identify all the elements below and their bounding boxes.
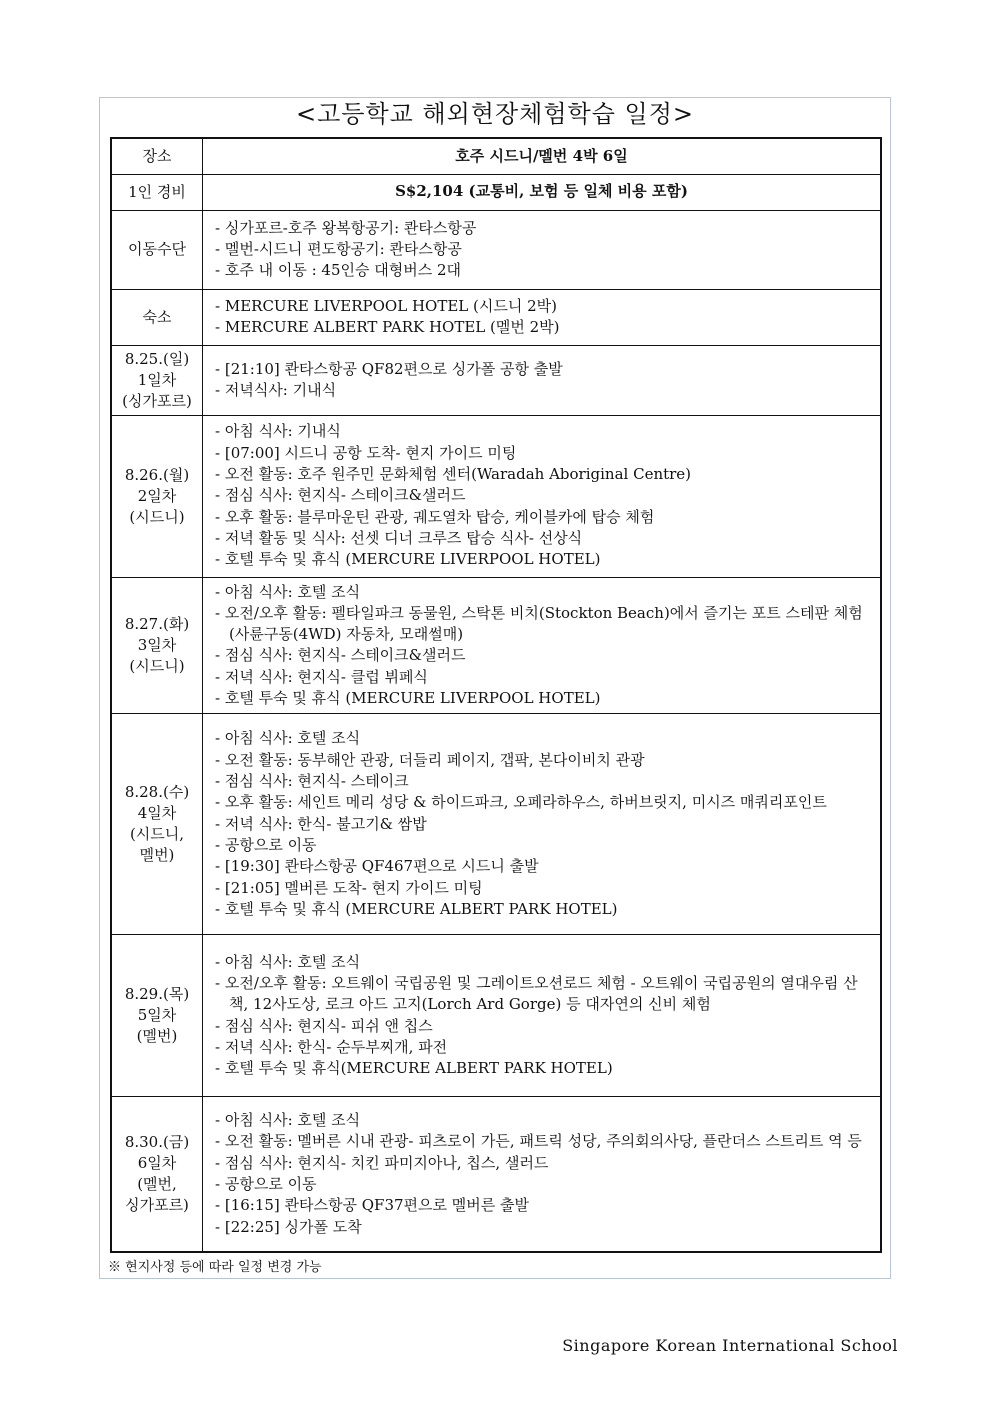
list-item: - 싱가포르-호주 왕복항공기: 콴타스항공 [215,218,876,239]
row-label-line: (시드니) [129,507,185,526]
schedule-row [111,714,881,935]
list-item: - 저녁 식사: 한식- 순두부찌개, 파전 [215,1037,876,1058]
row-label [111,415,203,577]
list-item: - 아침 식사: 호텔 조식 [215,728,876,749]
list-item: - 오후 활동: 블루마운틴 관광, 궤도열차 탑승, 케이블카에 탑승 체험 [215,507,876,528]
item-list [215,359,876,402]
row-label [111,210,203,289]
schedule-row [111,138,881,174]
row-label [111,714,203,935]
schedule-row [111,289,881,345]
list-item: - 아침 식사: 호텔 조식 [215,1110,876,1131]
row-content-list [203,415,882,577]
row-content-list [203,1097,882,1252]
list-item: - 오전 활동: 동부해안 관광, 더들리 페이지, 갭팍, 본다이비치 관광 [215,750,876,771]
list-item: - 호주 내 이동 : 45인승 대형버스 2대 [215,260,876,281]
list-item: - 오전 활동: 멜버른 시내 관광- 피츠로이 가든, 패트릭 성당, 주의회의사당, 플란더스 스트리트 역 등 [215,1131,876,1152]
schedule-row [111,174,881,210]
schedule-row [111,577,881,714]
row-label-line: 3일차 [137,635,177,654]
list-item: - 아침 식사: 기내식 [215,421,876,442]
list-item: - 호텔 투숙 및 휴식 (MERCURE LIVERPOOL HOTEL) [215,688,876,709]
school-name-footer: Singapore Korean International School [562,1336,898,1355]
list-item: - [19:30] 콴타스항공 QF467편으로 시드니 출발 [215,856,876,877]
row-label [111,1097,203,1252]
row-label-line: 8.30.(금) [124,1133,190,1152]
schedule-table [110,137,882,1253]
row-content-list [203,345,882,415]
row-label-line: 멜번) [139,846,175,865]
row-content: 호주 시드니/멜번 4박 6일 [203,138,882,174]
row-label-line: 6일차 [137,1154,177,1173]
list-item: - [22:25] 싱가폴 도착 [215,1217,876,1238]
list-item: - 점심 식사: 현지식- 피쉬 앤 칩스 [215,1016,876,1037]
row-content: S$2,104 (교통비, 보험 등 일체 비용 포함) [203,174,882,210]
list-item: - 점심 식사: 현지식- 스테이크&샐러드 [215,485,876,506]
row-content-list [203,210,882,289]
row-label [111,289,203,345]
row-content-list [203,577,882,714]
list-item: - 호텔 투숙 및 휴식 (MERCURE LIVERPOOL HOTEL) [215,549,876,570]
row-label-line: 8.27.(화) [124,614,190,633]
row-label-line: 1인 경비 [128,182,186,201]
row-label-line: 8.26.(월) [124,465,190,484]
list-item: - 점심 식사: 현지식- 치킨 파미지아나, 칩스, 샐러드 [215,1153,876,1174]
list-item: - 멜번-시드니 편도항공기: 콴타스항공 [215,239,876,260]
page-title: <고등학교 해외현장체험학습 일정> [295,100,695,128]
list-item: - 오후 활동: 세인트 메리 성당 & 하이드파크, 오페라하우스, 하버브릿지, 미시즈 매쿼리포인트 [215,792,876,813]
list-item: - 공항으로 이동 [215,1174,876,1195]
row-content-list [203,935,882,1097]
row-label [111,138,203,174]
list-item: - [21:10] 콴타스항공 QF82편으로 싱가폴 공항 출발 [215,359,876,380]
row-label-line: 이동수단 [128,240,186,258]
list-item: - 오전/오후 활동: 오트웨이 국립공원 및 그레이트오션로드 체험 - 오트웨이 국립공원의 열대우림 산책, 12사도상, 로크 아드 고지(Lorch Ard Gorge) 등 대자연의 신비 체험 [215,973,876,1016]
row-label-line: 싱가포르) [125,1196,189,1215]
row-label-line: (싱가포르) [122,391,192,410]
list-item: - 저녁 식사: 한식- 불고기& 쌈밥 [215,814,876,835]
list-item: - [21:05] 멜버른 도착- 현지 가이드 미팅 [215,878,876,899]
row-content-list [203,714,882,935]
list-item: - 아침 식사: 호텔 조식 [215,952,876,973]
list-item: - [07:00] 시드니 공항 도착- 현지 가이드 미팅 [215,443,876,464]
list-item: - 호텔 투숙 및 휴식 (MERCURE ALBERT PARK HOTEL) [215,899,876,920]
item-list [215,582,876,710]
schedule-row [111,210,881,289]
item-list [215,728,876,920]
list-item: - 오전 활동: 호주 원주민 문화체험 센터(Waradah Aboriginal Centre) [215,464,876,485]
row-label-line: 2일차 [137,486,177,505]
row-label-line: 4일차 [137,804,177,823]
change-note: ※ 현지사정 등에 따라 일정 변경 가능 [108,1260,322,1275]
item-list [215,952,876,1080]
list-item: - 오전/오후 활동: 펠타일파크 동물원, 스탁톤 비치(Stockton Beach)에서 즐기는 포트 스테판 체험 (사륜구동(4WD) 자동차, 모래썰매) [215,603,876,646]
list-item: - 공항으로 이동 [215,835,876,856]
row-label-line: 1일차 [137,370,177,389]
row-content-list [203,289,882,345]
list-item: - 저녁 식사: 현지식- 클럽 뷔페식 [215,667,876,688]
item-list [215,218,876,282]
row-label-line: (시드니, [129,825,185,844]
list-item: - 호텔 투숙 및 휴식(MERCURE ALBERT PARK HOTEL) [215,1058,876,1079]
list-item: - 아침 식사: 호텔 조식 [215,582,876,603]
schedule-row [111,415,881,577]
item-list [215,296,876,339]
item-list [215,421,876,570]
row-label-line: 8.25.(일) [124,349,190,368]
schedule-row [111,345,881,415]
item-list [215,1110,876,1238]
row-label-line: 8.28.(수) [124,783,190,802]
row-label-line: 5일차 [137,1006,177,1025]
list-item: - 점심 식사: 현지식- 스테이크 [215,771,876,792]
list-item: - 점심 식사: 현지식- 스테이크&샐러드 [215,645,876,666]
row-label-line: 장소 [142,146,172,165]
schedule-row [111,1097,881,1252]
row-label [111,577,203,714]
row-label-line: 8.29.(목) [124,985,190,1004]
row-label-line: (멜번) [136,1027,178,1046]
row-label-line: (멜번, [137,1175,177,1194]
schedule-row [111,935,881,1097]
row-label-line: 숙소 [142,307,172,326]
row-label [111,345,203,415]
list-item: - 저녁 활동 및 식사: 선셋 디너 크루즈 탑승 식사- 선상식 [215,528,876,549]
row-label [111,935,203,1097]
row-label [111,174,203,210]
list-item: - [16:15] 콴타스항공 QF37편으로 멜버른 출발 [215,1195,876,1216]
list-item: - MERCURE LIVERPOOL HOTEL (시드니 2박) [215,296,876,317]
row-label-line: (시드니) [129,656,185,675]
list-item: - MERCURE ALBERT PARK HOTEL (멜번 2박) [215,317,876,338]
list-item: - 저녁식사: 기내식 [215,380,876,401]
